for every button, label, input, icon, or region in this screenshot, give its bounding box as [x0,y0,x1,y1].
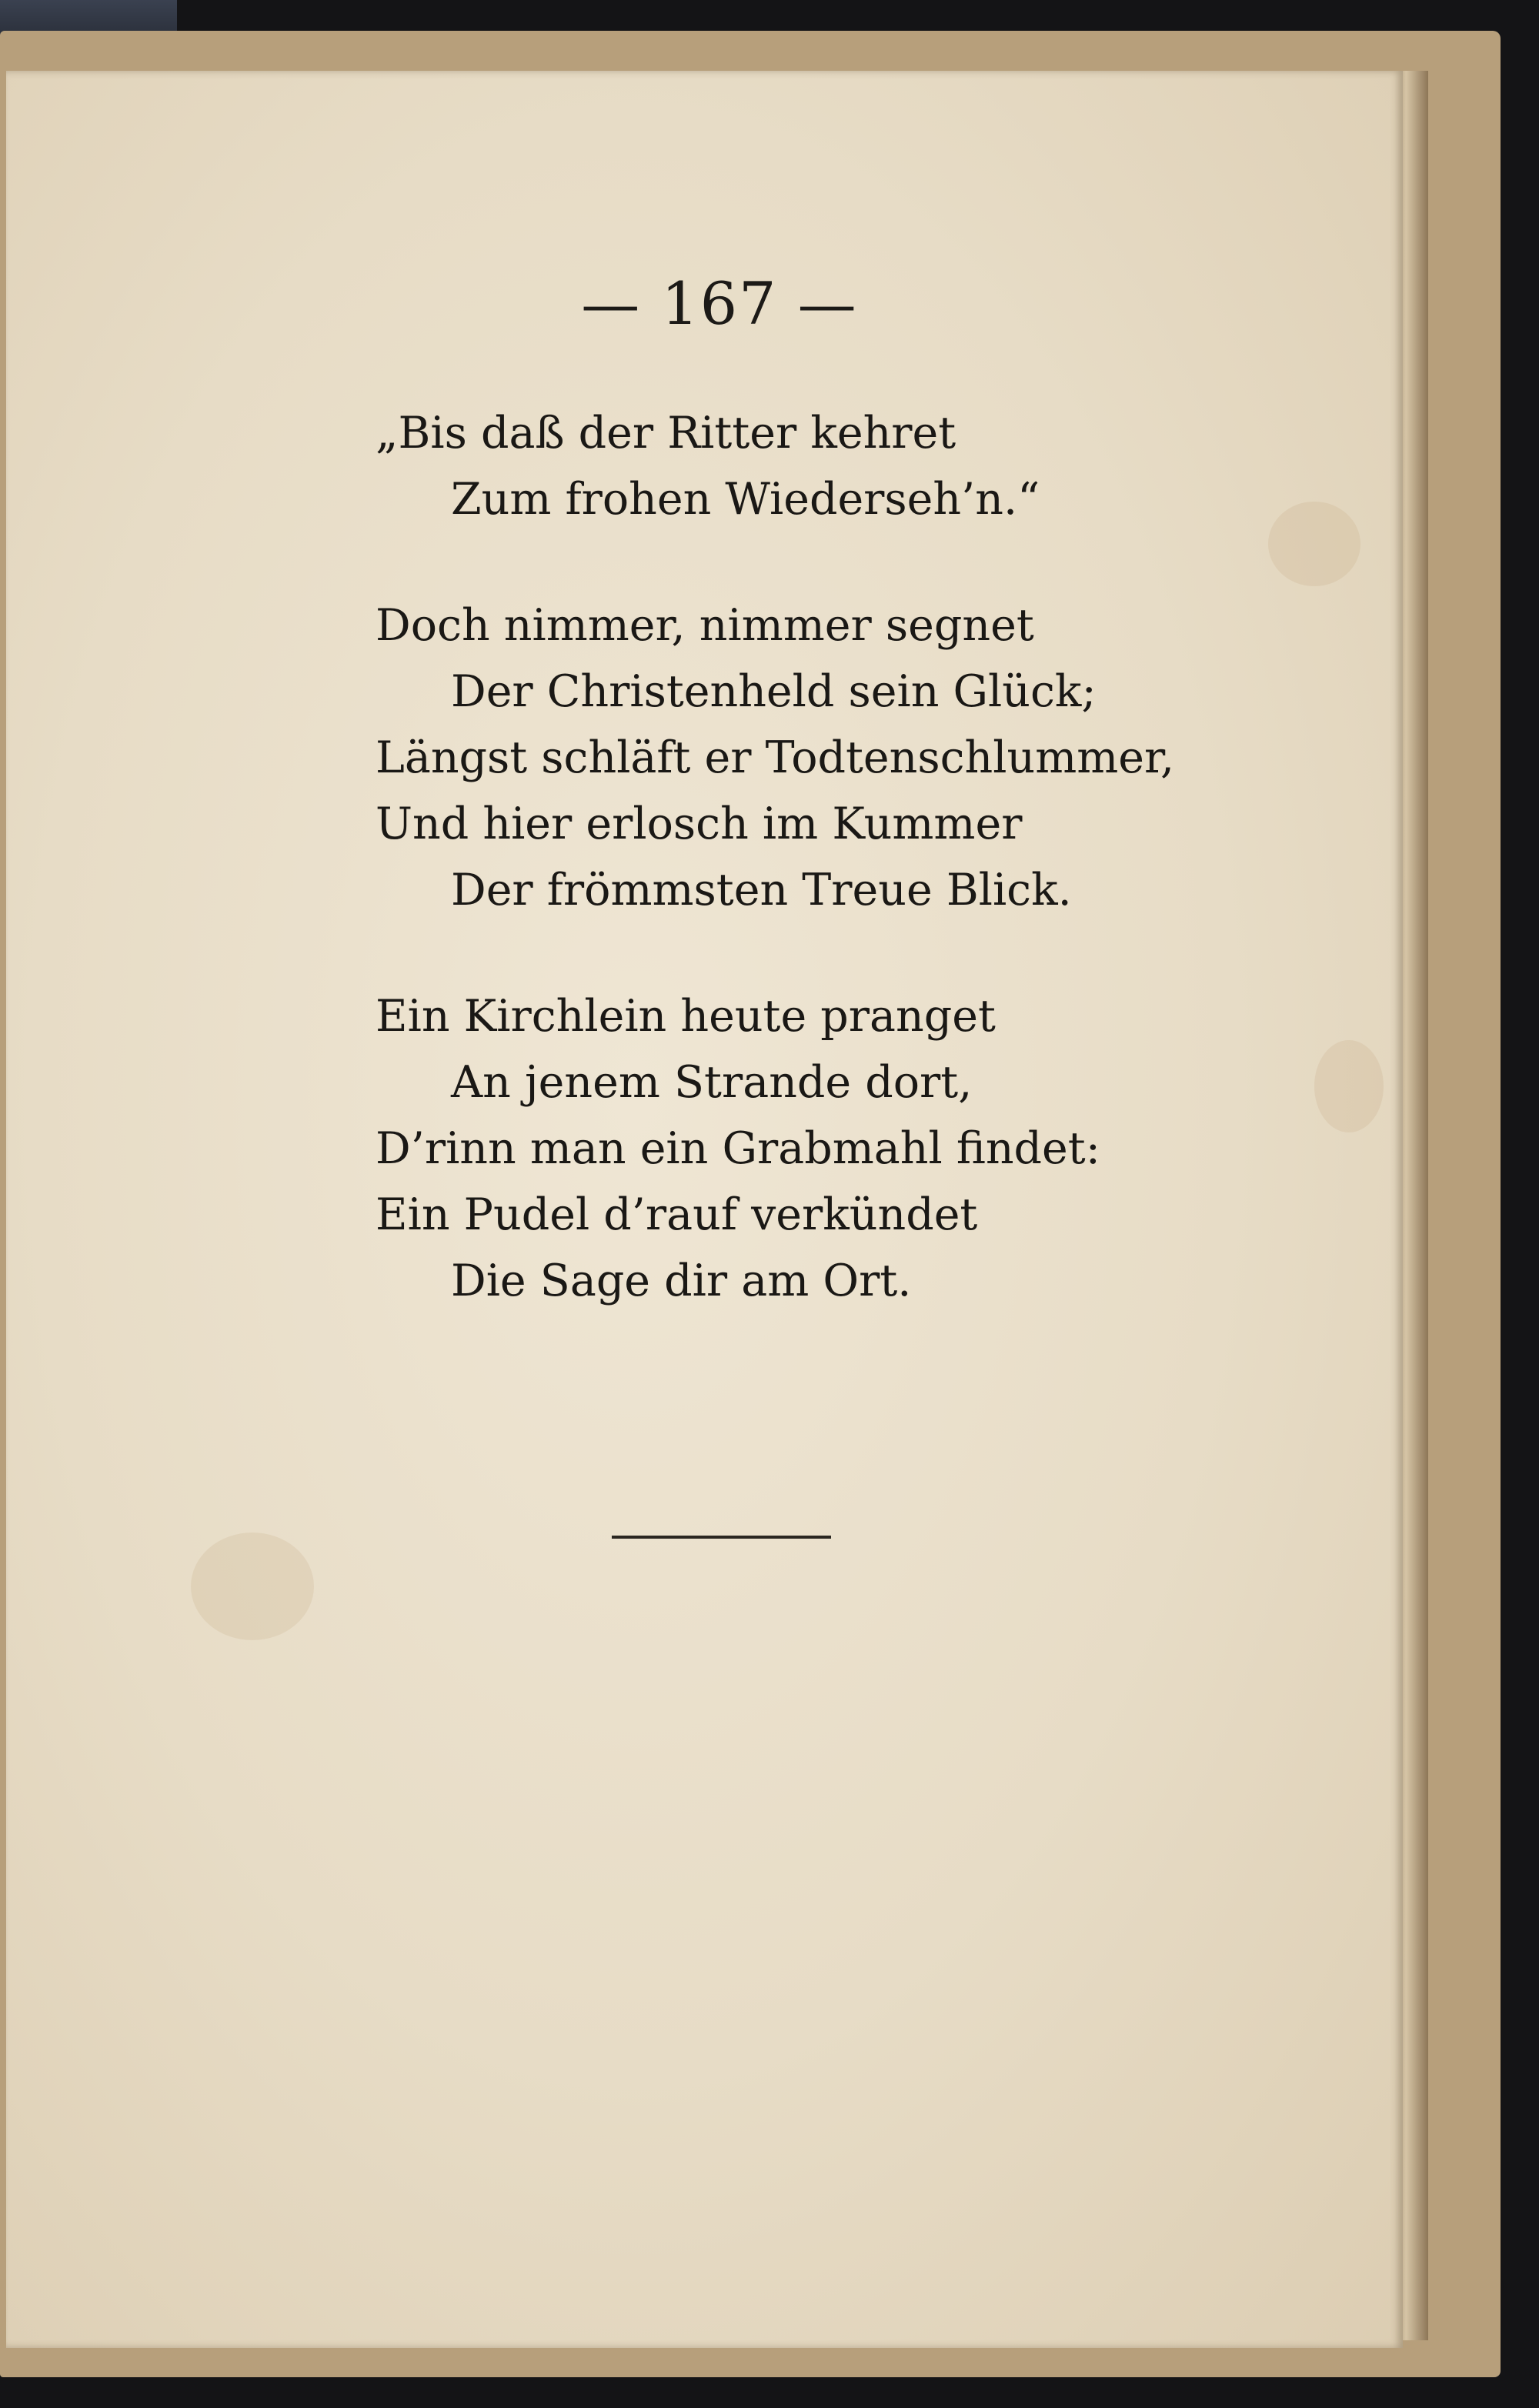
poem-line: D’rinn man ein Grabmahl findet: [376,1123,1100,1174]
paper-stain [1314,1040,1384,1132]
page-number: — 167 — [581,269,858,338]
poem-line: Zum frohen Wiederseh’n.“ [451,474,1040,525]
stanza [376,400,1174,532]
section-divider-rule [612,1536,831,1539]
stanza [376,983,1174,1314]
paper-stain [1268,502,1360,586]
poem-line: Die Sage dir am Ort. [451,1256,912,1306]
poem-line: Der frömmsten Treue Blick. [451,865,1072,916]
poem-line: Doch nimmer, nimmer segnet [376,600,1034,651]
poem-line: „Bis daß der Ritter kehret [376,408,956,459]
poem-line: Der Christenheld sein Glück; [451,666,1097,717]
poem-line: Ein Kirchlein heute pranget [376,991,996,1042]
poem-body [376,400,1174,1314]
stanza [376,592,1174,923]
poem-line: Und hier erlosch im Kummer [376,799,1023,849]
paper-stain [191,1533,314,1640]
poem-line: Längst schläft er Todtenschlummer, [376,732,1175,783]
poem-line: An jenem Strande dort, [451,1057,973,1108]
poem-line: Ein Pudel d’rauf verkündet [376,1189,978,1240]
